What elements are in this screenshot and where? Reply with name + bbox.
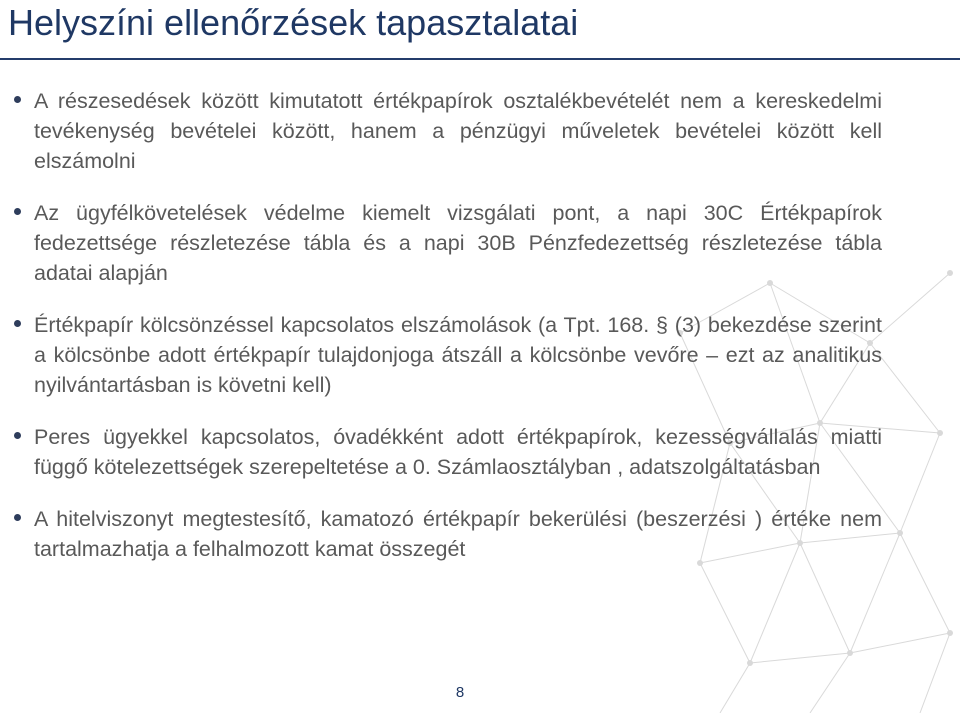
bullet-dot-icon: [14, 432, 21, 439]
bullet-item: [12, 310, 882, 400]
bullet-dot-icon: [14, 208, 21, 215]
bullet-item: [12, 504, 882, 564]
title-divider: [0, 58, 960, 60]
page-number: 8: [455, 684, 465, 701]
bullet-item: [12, 422, 882, 482]
bullet-item: [12, 86, 882, 176]
slide-title: Helyszíni ellenőrzések tapasztalatai: [8, 2, 579, 43]
bullet-text: Értékpapír kölcsönzéssel kapcsolatos elszámolások (a Tpt. 168. § (3) bekezdése szerint a kölcsönbe adott értékpapír tulajdonjoga átszáll a kölcsönbe vevőre – ezt az analitikus nyilvántartásban is követni kell): [34, 313, 882, 397]
bullet-dot-icon: [14, 514, 21, 521]
bullet-text: Az ügyfélkövetelések védelme kiemelt vizsgálati pont, a napi 30C Értékpapírok fedezettsége részletezése tábla és a napi 30B Pénzfedezettség részletezése tábla adatai alapján: [34, 201, 882, 285]
bullet-list: [12, 86, 882, 586]
bullet-text: A hitelviszonyt megtestesítő, kamatozó értékpapír bekerülési (beszerzési ) értéke nem tartalmazhatja a felhalmozott kamat összegét: [34, 507, 882, 561]
bullet-text: A részesedések között kimutatott értékpapírok osztalékbevételét nem a kereskedelmi tevékenység bevételei között, hanem a pénzügyi műveletek bevételei között kell elszámolni: [34, 89, 882, 173]
bullet-text: Peres ügyekkel kapcsolatos, óvadékként adott értékpapírok, kezességvállalás miatti függő kötelezettségek szerepeltetése a 0. Számlaosztályban , adatszolgáltatásban: [34, 425, 882, 479]
bullet-item: [12, 198, 882, 288]
bullet-dot-icon: [14, 320, 21, 327]
bullet-dot-icon: [14, 96, 21, 103]
